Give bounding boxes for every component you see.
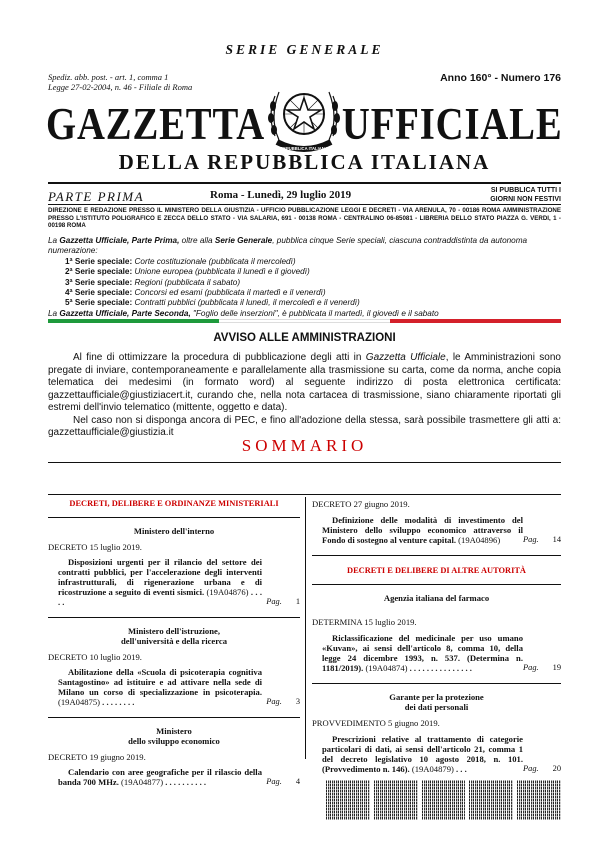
serie-item: 1ª Serie speciale: Corte costituzionale (pubblicata il mercoledì) (65, 256, 296, 266)
act-date: DECRETO 27 giugno 2019. (312, 499, 410, 509)
ministry-name: Ministero dell'interno (133, 526, 215, 536)
emblem-icon (263, 76, 345, 158)
barcode-block (326, 780, 370, 820)
barcode-block (517, 780, 561, 820)
sommario-rule (48, 462, 561, 463)
toc-entry[interactable]: Disposizioni urgenti per il rilancio del settore dei contratti pubblici, per l'accelerazione degli interventi infrastrutturali, di rigenerazione urbana e di ricostruzione a seguito di eventi sismici. (19A04876) . . . . . Pag. 1 (58, 557, 300, 607)
series-info: La Gazzetta Ufficiale, Parte Prima, oltre alla Serie Generale, pubblica cinque Serie speciali, ciascuna contraddistinta da autonoma numerazione: 1ª Serie speciale: Corte costituzionale (pubblicata il mercoledì) 2ª Serie speciale: Unione europea (pubblicata il lunedì e il giovedì) 3ª Serie speciale: Regioni (pubblicata il sabato) 4ª Serie speciale: Concorsi ed esami (pubblicata il martedì e il venerdì) 5ª Serie speciale: Contratti pubblici (pubblicata il lunedì, il mercoledì e il venerdì) La Gazzetta Ufficiale, Parte Seconda, "Foglio delle inserzioni", è pubblicata il martedì, il giovedì e il sabato (48, 236, 561, 319)
barcode-block (469, 780, 513, 820)
toc-entry[interactable]: Calendario con aree geografiche per il rilascio della banda 700 MHz. (19A04877) . . . . . . . . . . Pag. 4 (58, 767, 300, 787)
parte-prima: PARTE PRIMA (48, 189, 145, 204)
sommario-title: SOMMARIO (241, 436, 368, 455)
ministry-name: Ministero dell'istruzione, (128, 626, 220, 636)
toc-entry[interactable]: Prescrizioni relative al trattamento di categorie particolari di dati, ai sensi dell'articolo 21, comma 1 del decreto legislativo 10 agosto 2018, n. 101. (Provvedimento n. 146). (19A04879) . . . Pag. 20 (322, 734, 561, 774)
serie-item: 2ª Serie speciale: Unione europea (pubblicata il lunedì e il giovedì) (65, 267, 310, 277)
act-date: DETERMINA 15 luglio 2019. (312, 617, 417, 627)
serie-generale: SERIE GENERALE (225, 42, 384, 57)
toc-entry[interactable]: Riclassificazione del medicinale per uso umano «Kuvan», ai sensi dell'articolo 8, comma 10, della legge 24 dicembre 1993, n. 537. (Determina n. 1181/2019). (19A04874) . . . . . . . . . . . . . . . Pag. 19 (322, 633, 561, 673)
svg-text:REPUBBLICA ITALIANA: REPUBBLICA ITALIANA (280, 146, 328, 151)
barcode-block (422, 780, 466, 820)
serie-item: 5ª Serie speciale: Contratti pubblici (pubblicata il lunedì, il mercoledì e il venerdì) (65, 298, 360, 308)
column-divider (305, 497, 306, 759)
ministry-name: Ministero (156, 726, 192, 736)
issue-date: Roma - Lunedì, 29 luglio 2019 (210, 189, 352, 201)
title-gazzetta: GAZZETTA (46, 99, 266, 149)
sommario-right-column: DECRETO 27 giugno 2019. Definizione delle modalità di investimento del Ministero dello sviluppo economico attraverso il Fondo di sostegno al venture capital. (19A04896) Pag. 14 DECRETI E DELIBERE DI ALTRE AUTORITÀ Agenzia italiana del farmaco DETERMINA 15 luglio 2019. Riclassificazione del medicinale per uso umano «Kuvan», ai sensi dell'articolo 8, comma 10, della legge 24 dicembre 1993, n. 537. (Determina n. 1181/2019). (19A04874) . . . . . . . . . . . . . . . Pag. 19 Garante per la protezione dei dati personali PROVVEDIMENTO 5 giugno 2019. Prescrizioni relative al trattamento di categorie particolari di dati, ai sensi dell'articolo 21, comma 1 del decreto legislativo 10 agosto 2018, n. 101. (Provvedimento n. 146). (19A04879) . . . Pag. 20 (312, 499, 561, 774)
act-date: DECRETO 19 giugno 2019. (48, 752, 146, 762)
section-header: DECRETI, DELIBERE E ORDINANZE MINISTERIALI (69, 499, 279, 508)
redazione-info: DIREZIONE E REDAZIONE PRESSO IL MINISTERO DELLA GIUSTIZIA - UFFICIO PUBBLICAZIONE LEGGI E DECRETI - VIA ARENULA, 70 - 00186 ROMA AMMINISTRAZIONE PRESSO L'ISTITUTO POLIGRAFICO E ZECCA DELLO STATO - VIA SALARIA, 691 - 00138 ROMA - CENTRALINO 06-85081 - LIBRERIA DELLO STATO PIAZZA G. VERDI, 1 - 00198 ROMA (48, 207, 561, 230)
avviso-body: Al fine di ottimizzare la procedura di pubblicazione degli atti in Gazzetta Ufficiale, le Amministrazioni sono pregate di inviare, contemporaneamente e parallelamente alla trasmissione su carta, come da norma, anche copia telematica dei medesimi (in formato word) al seguente indirizzo di posta elettronica certificata: gazzettaufficiale@giustiziacert.it, curando che, nella nota cartacea di trasmissione, siano chiaramente riportati gli estremi dell'invio telematico (mittente, oggetto e data). Nel caso non si disponga ancora di PEC, e fino all'adozione della stessa, sarà possibile trasmettere gli atti a: gazzettaufficiale@giustizia.it (48, 352, 561, 438)
act-date: DECRETO 15 luglio 2019. (48, 542, 142, 552)
toc-entry[interactable]: Abilitazione della «Scuola di psicoterapia cognitiva Santagostino» ad istituire e ad attivare nella sede di Milano un corso di specializzazione in psicoterapia. (19A04875) . . . . . . . . Pag. 3 (58, 667, 300, 707)
barcode-strip (326, 780, 561, 820)
top-rule (48, 182, 561, 184)
anno-numero: Anno 160° - Numero 176 (440, 72, 561, 84)
title-ufficiale: UFFICIALE (342, 99, 563, 149)
act-date: DECRETO 10 luglio 2019. (48, 652, 142, 662)
ministry-name: Garante per la protezione (389, 692, 484, 702)
tricolor-band (48, 319, 561, 323)
mid-rule (48, 204, 561, 205)
section-header: DECRETI E DELIBERE DI ALTRE AUTORITÀ (347, 566, 526, 575)
serie-item: 4ª Serie speciale: Concorsi ed esami (pubblicata il martedì e il venerdì) (65, 288, 326, 298)
subtitle: DELLA REPUBBLICA ITALIANA (118, 150, 491, 174)
avviso-title: AVVISO ALLE AMMINISTRAZIONI (213, 332, 396, 344)
spedizione-note: Spediz. abb. post. - art. 1, comma 1 Legge 27-02-2004, n. 46 - Filiale di Roma (48, 72, 193, 92)
barcode-block (374, 780, 418, 820)
sommario-left-column: DECRETI, DELIBERE E ORDINANZE MINISTERIALI Ministero dell'interno DECRETO 15 luglio 2019. Disposizioni urgenti per il rilancio del settore dei contratti pubblici, per l'accelerazione degli interventi infrastrutturali, di rigenerazione urbana e di ricostruzione a seguito di eventi sismici. (19A04876) . . . . . Pag. 1 Ministero dell'istruzione, dell'università e della ricerca DECRETO 10 luglio 2019. Abilitazione della «Scuola di psicoterapia cognitiva Santagostino» ad istituire e ad attivare nella sede di Milano un corso di specializzazione in psicoterapia. (19A04875) . . . . . . . . Pag. 3 Ministero dello sviluppo economico DECRETO 19 giugno 2019. Calendario con aree geografiche per il rilascio della banda 700 MHz. (19A04877) . . . . . . . . . . Pag. 4 (48, 499, 300, 787)
ministry-name: Agenzia italiana del farmaco (383, 593, 490, 603)
serie-item: 3ª Serie speciale: Regioni (pubblicata il sabato) (65, 277, 241, 287)
toc-entry[interactable]: Definizione delle modalità di investimento del Ministero dello sviluppo economico attraverso il Fondo di sostegno al venture capital. (19A04896) Pag. 14 (322, 515, 561, 545)
publication-note: SI PUBBLICA TUTTI I GIORNI NON FESTIVI (490, 187, 561, 203)
columns-top-rule (48, 494, 561, 495)
act-date: PROVVEDIMENTO 5 giugno 2019. (312, 718, 440, 728)
